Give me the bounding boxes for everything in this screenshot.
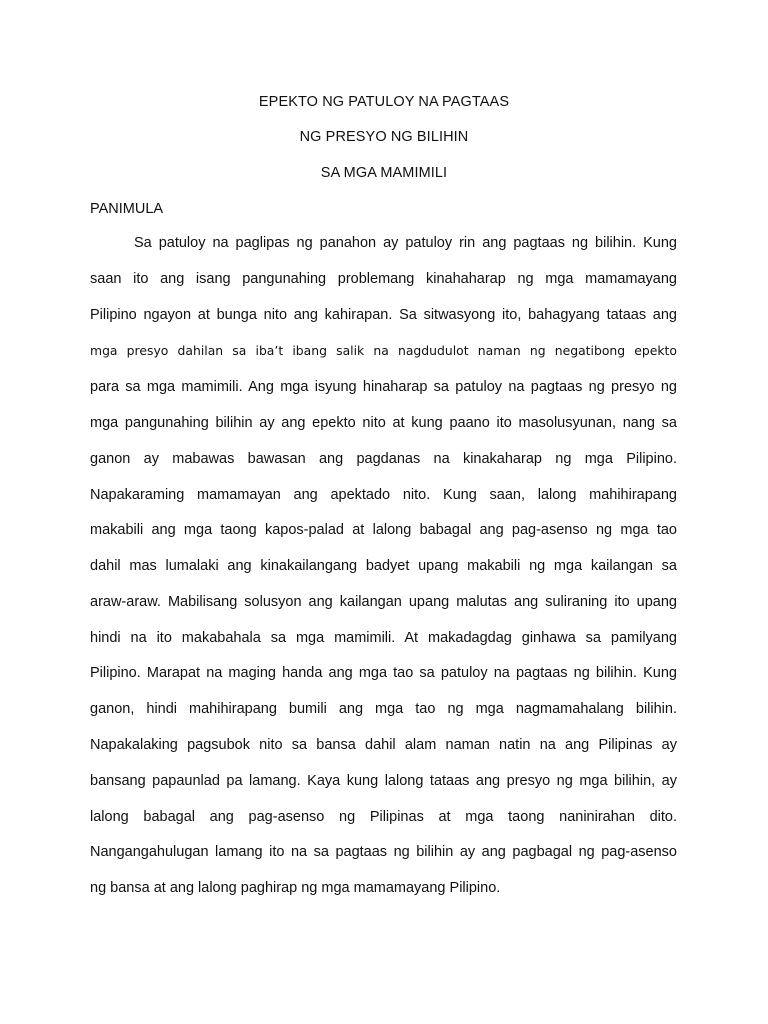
paragraph-line: hindi na ito makabahala sa mga mamimili. At makadagdag ginhawa sa pamilyang — [90, 630, 677, 646]
paragraph-line: makabili ang mga taong kapos-palad at lalong babagal ang pag-asenso ng mga tao — [90, 522, 677, 538]
paragraph-line: Sa patuloy na paglipas ng panahon ay patuloy rin ang pagtaas ng bilihin. Kung — [134, 235, 677, 251]
title-line-2: NG PRESYO NG BILIHIN — [299, 129, 469, 145]
paragraph-line: lalong babagal ang pag-asenso ng Pilipinas at mga taong naninirahan dito. — [90, 809, 677, 825]
paragraph-line: Nangangahulugan lamang ito na sa pagtaas ng bilihin ay ang pagbagal ng pag-asenso — [90, 844, 677, 860]
paragraph-line: Napakaraming mamamayan ang apektado nito. Kung saan, lalong mahihirapang — [90, 487, 677, 503]
paragraph-line: ng bansa at ang lalong paghirap ng mga mamamayang Pilipino. — [90, 880, 501, 896]
section-heading: PANIMULA — [90, 201, 164, 217]
paragraph-line: dahil mas lumalaki ang kinakailangang badyet upang makabili ng mga kailangan sa — [90, 558, 677, 574]
title-line-3: SA MGA MAMIMILI — [320, 165, 448, 181]
paragraph-line: ganon ay mabawas bawasan ang pagdanas na kinakaharap ng mga Pilipino. — [90, 451, 677, 467]
paragraph-line: mga presyo dahilan sa iba’t ibang salik na nagdudulot naman ng negatibong epekto — [90, 343, 677, 358]
paragraph-line: bansang papaunlad pa lamang. Kaya kung lalong tataas ang presyo ng mga bilihin, ay — [90, 773, 677, 789]
title-line-1: EPEKTO NG PATULOY NA PAGTAAS — [258, 94, 510, 110]
paragraph-line: mga pangunahing bilihin ay ang epekto nito at kung paano ito masolusyunan, nang sa — [90, 415, 677, 431]
paragraph-line: Pilipino. Marapat na maging handa ang mga tao sa patuloy na pagtaas ng bilihin. Kung — [90, 665, 677, 681]
paragraph-line: araw-araw. Mabilisang solusyon ang kailangan upang malutas ang suliraning ito upang — [90, 594, 677, 610]
paragraph-line: Pilipino ngayon at bunga nito ang kahirapan. Sa sitwasyong ito, bahagyang tataas ang — [90, 307, 677, 323]
paragraph-line: Napakalaking pagsubok nito sa bansa dahil alam naman natin na ang Pilipinas ay — [90, 737, 677, 753]
paragraph-line: saan ito ang isang pangunahing problemang kinahaharap ng mga mamamayang — [90, 271, 677, 287]
paragraph-line: para sa mga mamimili. Ang mga isyung hinaharap sa patuloy na pagtaas ng presyo ng — [90, 379, 677, 395]
paragraph-line: ganon, hindi mahihirapang bumili ang mga tao ng mga nagmamahalang bilihin. — [90, 701, 677, 717]
